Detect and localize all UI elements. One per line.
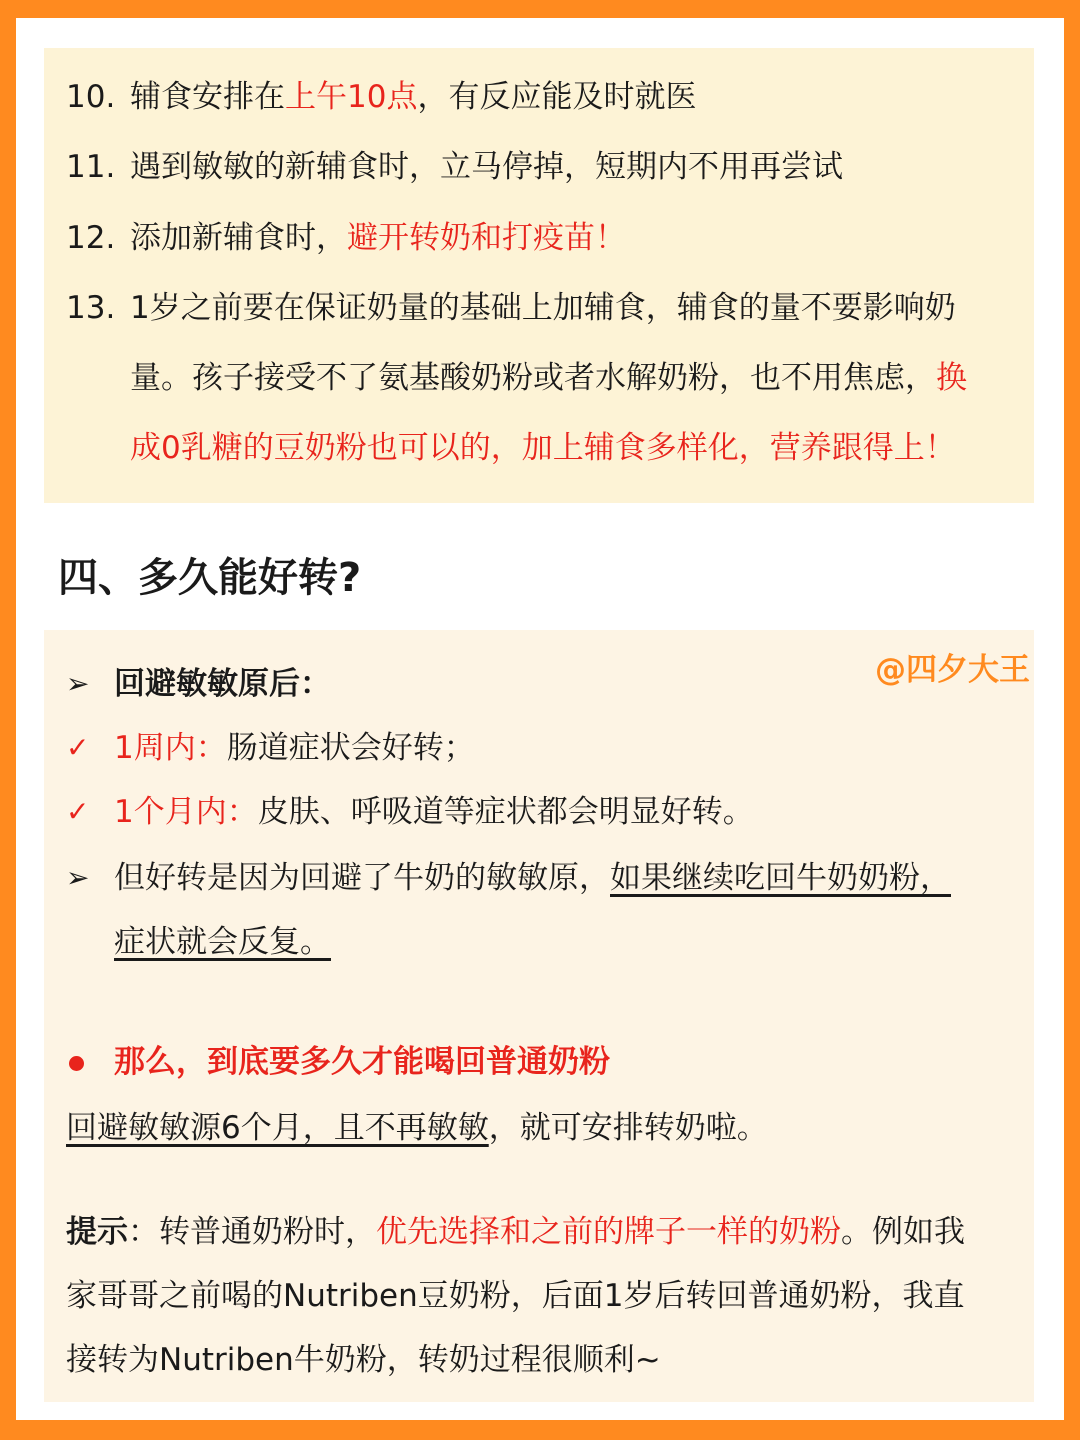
tip-13 xyxy=(66,273,1016,485)
tip-highlight: 换 xyxy=(936,360,967,396)
tip-number: 11. xyxy=(66,149,116,185)
note-underline: 症状就会反复。 xyxy=(114,924,331,960)
month-label: 1个月内： xyxy=(114,794,258,830)
week-label: 1周内： xyxy=(114,730,227,766)
tip-text: 添加新辅食时， xyxy=(130,220,347,256)
arrow-bullet-icon: ➢ xyxy=(66,861,90,894)
hint-text: 接转为Nutriben牛奶粉，转奶过程很顺利~ xyxy=(66,1342,661,1378)
tip-text: 遇到敏敏的新辅食时，立马停掉，短期内不用再尝试 xyxy=(130,149,843,185)
hint-block xyxy=(66,1200,1014,1400)
tip-highlight: 避开转奶和打疫苗！ xyxy=(347,220,626,256)
note-underline: 如果继续吃回牛奶奶粉， xyxy=(610,860,951,896)
tip-number: 13. xyxy=(66,290,116,326)
hint-text: 家哥哥之前喝的Nutriben豆奶粉，后面1岁后转回普通奶粉，我直 xyxy=(66,1278,965,1314)
hint-text: ：转普通奶粉时， xyxy=(128,1214,376,1250)
tip-highlight: 上午10点 xyxy=(285,79,418,115)
answer-underline: 回避敏敏源6个月，且不再敏敏 xyxy=(66,1110,489,1146)
check-icon: ✓ xyxy=(66,731,90,764)
tip-number: 12. xyxy=(66,220,116,256)
hint-label: 提示 xyxy=(66,1214,128,1250)
tip-text: 量。孩子接受不了氨基酸奶粉或者水解奶粉，也不用焦虑， xyxy=(130,360,936,396)
week-text: 肠道症状会好转； xyxy=(226,730,475,766)
tip-highlight: 成0乳糖的豆奶粉也可以的，加上辅食多样化，营养跟得上！ xyxy=(130,430,956,466)
tip-number: 10. xyxy=(66,79,116,115)
page-card xyxy=(16,18,1064,1420)
author-watermark: @四夕大王 xyxy=(875,652,1030,688)
hint-highlight: 优先选择和之前的牌子一样的奶粉 xyxy=(376,1214,841,1250)
note-text: 但好转是因为回避了牛奶的敏敏原， xyxy=(114,860,610,896)
tip-text: ，有反应能及时就医 xyxy=(417,79,697,115)
section-title: 四、多久能好转? xyxy=(58,555,362,601)
month-text: 皮肤、呼吸道等症状都会明显好转。 xyxy=(257,794,754,830)
hint-text: 。例如我 xyxy=(841,1214,965,1250)
question-title: 那么，到底要多久才能喝回普通奶粉 xyxy=(114,1044,610,1080)
answer-text: ，就可安排转奶啦。 xyxy=(488,1110,768,1146)
tip-text: 1岁之前要在保证奶量的基础上加辅食，辅食的量不要影响奶 xyxy=(130,290,956,326)
check-icon: ✓ xyxy=(66,795,90,828)
recovery-box xyxy=(44,630,1034,1402)
tip-text: 辅食安排在 xyxy=(130,79,285,115)
recovery-heading: 回避敏敏原后： xyxy=(114,666,331,702)
arrow-bullet-icon: ➢ xyxy=(66,667,90,700)
tips-box xyxy=(44,48,1034,503)
note-row xyxy=(66,846,1014,976)
bullet-dot-icon xyxy=(69,1056,84,1071)
